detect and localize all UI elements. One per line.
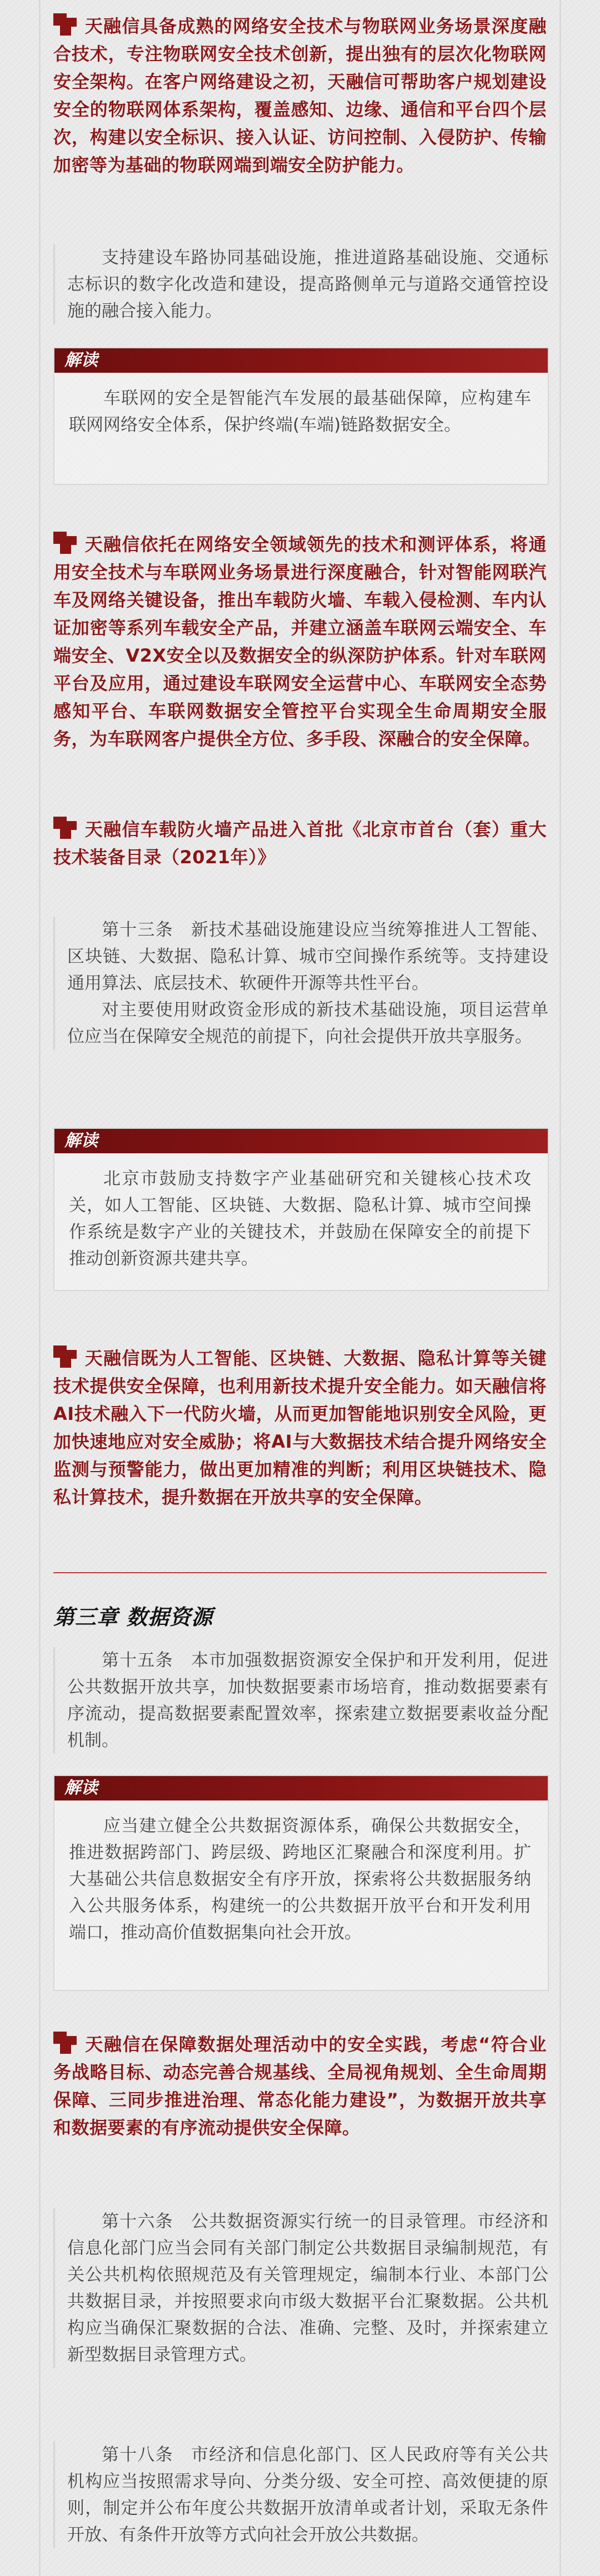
article-text: 第十八条 市经济和信息化部门、区人民政府等有关公共机构应当按照需求导向、分类分级、安全可控、高效便捷的原则，制定并公布年度公共数据开放清单或者计划，采取无条件开放、有条件开放等方式向社会开放公共数据。 — [67, 2445, 548, 2545]
article-text: 对主要使用财政资金形成的新技术基础设施，项目运营单位应当在保障安全规范的前提下，向社会提供开放共享服务。 — [67, 1000, 548, 1047]
article-block-3 — [53, 1647, 548, 1754]
highlight-paragraph: 天融信既为人工智能、区块链、大数据、隐私计算等关键技术提供安全保障，也利用新技术提升安全能力。如天融信将AI技术融入下一代防火墙，从而更加智能地识别安全风险，更加快速地应对安全威胁；将AI与大数据技术结合提升网络安全监测与预警能力，做出更加精准的判断；利用区块链技术、隐私计算技术，提升数据在开放共享的安全保障。 — [53, 1344, 547, 1511]
chapter-title: 第三章 数据资源 — [53, 1605, 213, 1629]
left-frame-line — [39, 0, 41, 2576]
article-block-4 — [53, 2208, 548, 2368]
article-block-5 — [53, 2442, 548, 2548]
section-divider — [53, 1572, 547, 1573]
interpretation-text: 应当建立健全公共数据资源体系，确保公共数据安全，推进数据跨部门、跨层级、跨地区汇聚融合和深度利用。扩大基础公共信息数据安全有序开放，探索将公共数据服务纳入公共服务体系，构建统一的公共数据开放平台和开发利用端口，推动高价值数据集向社会开放。 — [69, 1816, 531, 1943]
article-text: 第十三条 新技术基础设施建设应当统筹推进人工智能、区块链、大数据、隐私计算、城市空间操作系统等。支持建设通用算法、底层技术、软硬件开源等共性平台。 — [67, 920, 548, 993]
article-block-1 — [53, 244, 548, 324]
article-text: 第十五条 本市加强数据资源安全保护和开发利用，促进公共数据开放共享，加快数据要素市场培育，推动数据要素有序流动，提高数据要素配置效率，探索建立数据要素收益分配机制。 — [67, 1650, 548, 1750]
interpretation-text: 北京市鼓励支持数字产业基础研究和关键核心技术攻关，如人工智能、区块链、大数据、隐私计算、城市空间操作系统是数字产业的关键技术，并鼓励在保障安全的前提下推动创新资源共建共享。 — [69, 1169, 531, 1269]
interpretation-box-1 — [53, 347, 549, 485]
interpretation-box-3 — [53, 1775, 549, 1991]
red-squares-icon — [53, 1345, 79, 1368]
interpretation-label: 解读 — [61, 1129, 108, 1153]
highlight-paragraph: 天融信依托在网络安全领域领先的技术和测评体系，将通用安全技术与车联网业务场景进行深度融合，针对智能网联汽车及网络关键设备，推出车载防火墙、车载入侵检测、车内认证加密等系列车载安全产品，并建立涵盖车联网云端安全、车端安全、V2X安全以及数据安全的纵深防护体系。针对车联网平台及应用，通过建设车联网安全运营中心、车联网安全态势感知平台、车联网数据安全管控平台实现全生命周期安全服务，为车联网客户提供全方位、多手段、深融合的安全保障。 — [53, 531, 547, 753]
interpretation-label: 解读 — [61, 348, 108, 373]
highlight-block-4 — [53, 1344, 547, 1511]
red-squares-icon — [53, 13, 79, 36]
highlight-block-5 — [53, 2030, 547, 2142]
highlight-block-3 — [53, 816, 547, 871]
highlight-paragraph: 天融信具备成熟的网络安全技术与物联网业务场景深度融合技术，专注物联网安全技术创新，提出独有的层次化物联网安全架构。在客户网络建设之初，天融信可帮助客户规划建设安全的物联网体系架构，覆盖感知、边缘、通信和平台四个层次，构建以安全标识、接入认证、访问控制、入侵防护、传输加密等为基础的物联网端到端安全防护能力。 — [53, 12, 547, 179]
interpretation-box-2 — [53, 1128, 549, 1291]
highlight-block-2 — [53, 531, 547, 753]
highlight-block-1 — [53, 12, 547, 179]
interpretation-text: 车联网的安全是智能汽车发展的最基础保障，应构建车联网网络安全体系，保护终端(车端)链路数据安全。 — [69, 388, 531, 435]
interpretation-header — [54, 1776, 548, 1800]
red-squares-icon — [53, 817, 79, 839]
article-block-2 — [53, 917, 548, 1050]
right-frame-line — [559, 0, 561, 2576]
article-text: 第十六条 公共数据资源实行统一的目录管理。市经济和信息化部门应当会同有关部门制定公共数据目录编制规范，有关公共机构依照规范及有关管理规定，编制本行业、本部门公共数据目录，并按照要求向市级大数据平台汇聚数据。公共机构应当确保汇聚数据的合法、准确、完整、及时，并探索建立新型数据目录管理方式。 — [67, 2212, 548, 2365]
red-squares-icon — [53, 532, 79, 554]
red-squares-icon — [53, 2032, 79, 2054]
interpretation-header — [54, 1129, 548, 1153]
article-text: 支持建设车路协同基础设施，推进道路基础设施、交通标志标识的数字化改造和建设，提高路侧单元与道路交通管控设施的融合接入能力。 — [67, 248, 548, 321]
highlight-paragraph: 天融信在保障数据处理活动中的安全实践，考虑“符合业务战略目标、动态完善合规基线、全局视角规划、全生命周期保障、三同步推进治理、常态化能力建设”，为数据开放共享和数据要素的有序流动提供安全保障。 — [53, 2030, 547, 2142]
interpretation-header — [54, 348, 548, 373]
highlight-paragraph: 天融信车载防火墙产品进入首批《北京市首台（套）重大技术装备目录（2021年）》 — [53, 816, 547, 871]
interpretation-label: 解读 — [61, 1776, 108, 1800]
